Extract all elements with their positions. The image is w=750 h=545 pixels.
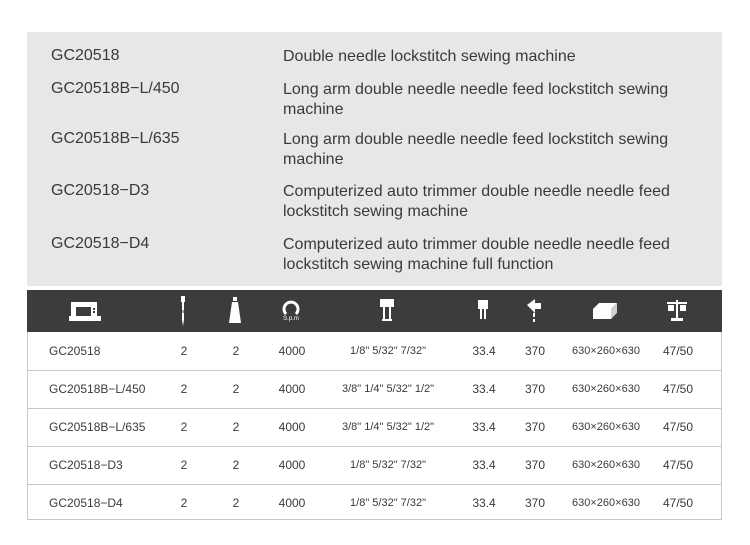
cell-stitch: 33.4 [472, 496, 496, 510]
presser-foot-icon [377, 290, 397, 332]
cell-dimensions: 630×260×630 [572, 497, 640, 509]
cell-model: GC20518−D4 [49, 496, 123, 510]
cell-gauge: 1/8" 5/32" 7/32" [350, 459, 426, 471]
cell-dimensions: 630×260×630 [572, 421, 640, 433]
cell-speed: 4000 [278, 458, 306, 472]
table-row [28, 484, 721, 522]
dimensions-box-icon [590, 290, 620, 332]
table-row [28, 332, 721, 371]
cell-model: GC20518−D3 [49, 458, 123, 472]
cell-needles: 2 [180, 420, 188, 434]
cell-model: GC20518B−L/450 [49, 382, 146, 396]
cell-stitch: 33.4 [472, 382, 496, 396]
lift-icon [522, 290, 546, 332]
cell-needles: 2 [180, 382, 188, 396]
cell-dimensions: 630×260×630 [572, 345, 640, 357]
sewing-machine-icon [65, 290, 105, 332]
spec-table [27, 290, 722, 520]
model-code: GC20518−D3 [51, 182, 150, 199]
spec-header [27, 290, 722, 332]
cell-stitch: 33.4 [472, 420, 496, 434]
cell-stitch: 33.4 [472, 458, 496, 472]
cell-threads: 2 [232, 344, 240, 358]
cell-weight: 47/50 [662, 496, 694, 510]
cell-threads: 2 [232, 458, 240, 472]
model-code: GC20518−D4 [51, 235, 150, 252]
speed-unit-label: S.p.m [283, 315, 299, 322]
cell-lift: 370 [524, 420, 546, 434]
needle-icon [173, 290, 193, 332]
model-description: Computerized auto trimmer double needle needle feed lockstitch sewing machine full function [283, 236, 670, 273]
cell-weight: 47/50 [662, 344, 694, 358]
cell-dimensions: 630×260×630 [572, 383, 640, 395]
cell-gauge: 1/8" 5/32" 7/32" [350, 345, 426, 357]
model-description: Long arm double needle needle feed lockstitch sewing machine [283, 81, 669, 118]
table-row [28, 408, 721, 447]
cell-needles: 2 [180, 496, 188, 510]
model-description: Double needle lockstitch sewing machine [283, 48, 576, 65]
table-row [28, 446, 721, 485]
model-list [27, 32, 722, 286]
cell-gauge: 3/8" 1/4" 5/32" 1/2" [341, 421, 435, 433]
cell-weight: 47/50 [662, 382, 694, 396]
thread-cone-icon [225, 290, 245, 332]
cell-threads: 2 [232, 420, 240, 434]
cell-threads: 2 [232, 496, 240, 510]
cell-speed: 4000 [278, 344, 306, 358]
weight-scale-icon [663, 290, 691, 332]
cell-lift: 370 [524, 458, 546, 472]
model-code: GC20518 [51, 47, 120, 64]
cell-model: GC20518 [49, 344, 101, 358]
cell-weight: 47/50 [662, 458, 694, 472]
cell-lift: 370 [524, 382, 546, 396]
cell-speed: 4000 [278, 382, 306, 396]
cell-threads: 2 [232, 382, 240, 396]
table-row [28, 370, 721, 409]
cell-speed: 4000 [278, 496, 306, 510]
spec-body [27, 332, 722, 520]
cell-gauge: 1/8" 5/32" 7/32" [350, 497, 426, 509]
model-description: Computerized auto trimmer double needle needle feed lockstitch sewing machine [283, 183, 670, 220]
cell-lift: 370 [524, 496, 546, 510]
cell-model: GC20518B−L/635 [49, 420, 146, 434]
cell-gauge: 3/8" 1/4" 5/32" 1/2" [341, 383, 435, 395]
cell-weight: 47/50 [662, 420, 694, 434]
model-code: GC20518B−L/635 [51, 130, 180, 147]
cell-needles: 2 [180, 458, 188, 472]
model-code: GC20518B−L/450 [51, 80, 180, 97]
speed-icon [279, 290, 303, 332]
stitch-length-icon [473, 290, 493, 332]
cell-lift: 370 [524, 344, 546, 358]
cell-speed: 4000 [278, 420, 306, 434]
cell-stitch: 33.4 [472, 344, 496, 358]
model-description: Long arm double needle needle feed lockstitch sewing machine [283, 131, 669, 168]
cell-needles: 2 [180, 344, 188, 358]
cell-dimensions: 630×260×630 [572, 459, 640, 471]
